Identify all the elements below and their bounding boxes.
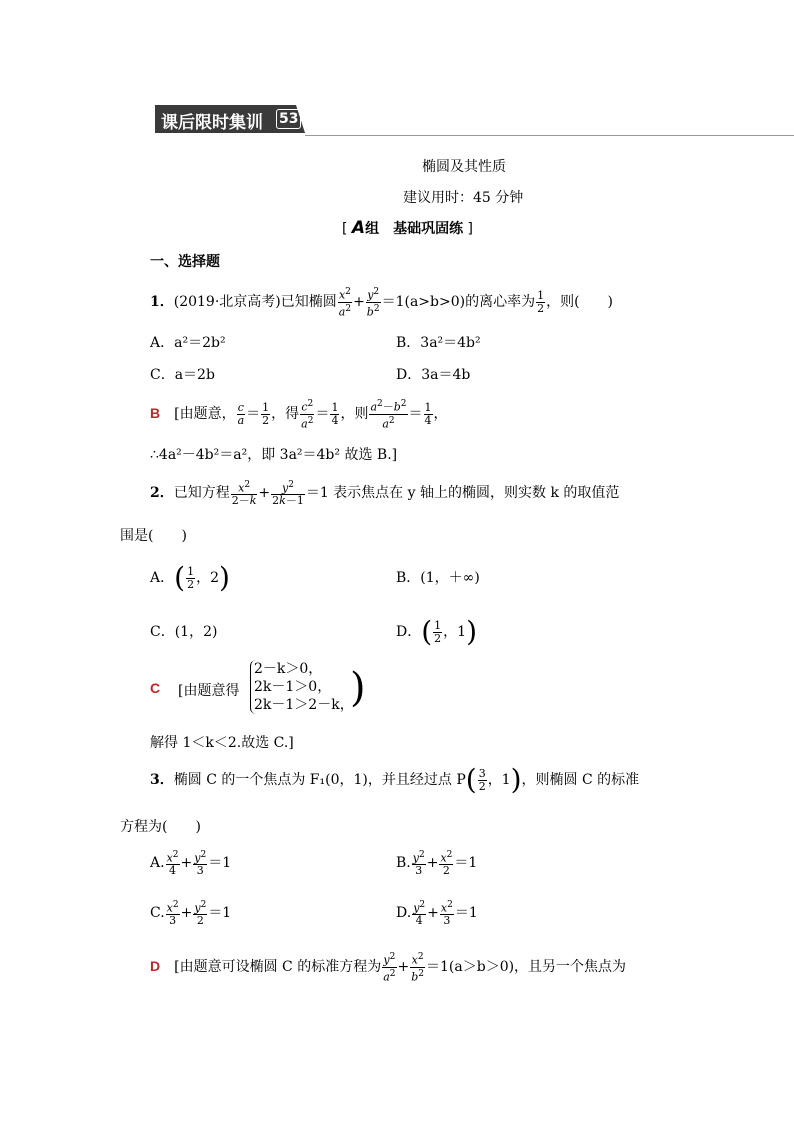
q3-sol-a: [由题意可设椭圆 C 的标准方程为 [174, 959, 382, 975]
fraction: $\frac{3}{2}$ [478, 766, 486, 793]
q2-opt-d-tail: 1 [457, 624, 467, 640]
q3-solution: D [由题意可设椭圆 C 的标准方程为 $\frac{y^2}{a^2}$ + $\frac{x^2}{b^2}$ ＝1(a＞b＞0)，且另一个焦点为 [150, 951, 627, 984]
q2-opt-d-label: D． [396, 624, 422, 640]
time-note: 建议用时：45 分钟 [403, 190, 524, 206]
fraction: $\frac{y^2}{4}$ [413, 899, 426, 928]
fraction: $\frac{x^2}{3}$ [440, 899, 453, 928]
q2-stem-a: 已知方程 [173, 485, 230, 501]
fraction: $\frac{1}{2}$ [262, 400, 270, 427]
q2-option-b: B．(1，＋∞) [396, 570, 480, 586]
fraction: $\frac{x^2}{a^2}$ [338, 286, 352, 319]
q3-option-a: A. $\frac{x^2}{4}$ + $\frac{y^2}{3}$ ＝1 [150, 849, 232, 878]
q3-option-d: D. $\frac{y^2}{4}$ + $\frac{x^2}{3}$ ＝1 [396, 899, 478, 928]
q3-sol-b: ＝1(a＞b＞0)，且另一个焦点为 [426, 959, 627, 975]
banner-title: 课后限时集训 [161, 113, 263, 133]
q3-stem-b: ，1 [487, 772, 511, 788]
equation-system [250, 660, 354, 714]
fraction: $\frac{y^2}{3}$ [194, 849, 207, 878]
q3-stem-c: ，则椭圆 C 的标准 [521, 772, 640, 788]
fraction: $\frac{c}{a}$ [237, 400, 245, 427]
q3-number: 3． [150, 772, 174, 788]
banner-rule [305, 135, 794, 136]
fraction: $\frac{c^2}{a^2}$ [301, 398, 314, 431]
system-line: 2－k＞0， [254, 661, 323, 677]
q1-source: (2019·北京高考)已知椭圆 [173, 294, 337, 310]
q1-option-d: D．3a＝4b [396, 367, 471, 383]
banner-number: 53 [276, 109, 301, 129]
q1-number: 1． [150, 294, 174, 310]
q1-sol-c: ，则 [340, 406, 369, 422]
fraction: $\frac{1}{2}$ [434, 618, 442, 645]
q2-option-a: A．( $\frac{1}{2}$ ，2) [150, 561, 230, 594]
question-3-stem: 3．椭圆 C 的一个焦点为 F₁(0，1)，并且经过点 P( $\frac{3}{2}$ ，1)，则椭圆 C 的标准 [150, 763, 640, 796]
q3-stem-line2: 方程为( ) [120, 819, 201, 835]
q1-solution-line2: ∴4a²－4b²＝a²，即 3a²＝4b² 故选 B.] [150, 447, 398, 463]
system-line: 2k－1＞2－k， [254, 697, 354, 713]
fraction: $\frac{y^2}{a^2}$ [383, 951, 396, 984]
section-heading: 一、选择题 [150, 254, 220, 270]
q1-eq-rhs: ＝1(a>b>0)的离心率为 [381, 294, 536, 310]
q2-answer: C [150, 680, 161, 696]
q2-solution-line2: 解得 1＜k＜2.故选 C.] [150, 735, 294, 751]
q2-option-c: C．(1，2) [150, 624, 218, 640]
fraction: $\frac{1}{2}$ [537, 288, 545, 315]
fraction: $\frac{x^2}{2}$ [440, 849, 453, 878]
q1-solution: B [由题意， $\frac{c}{a}$ ＝ $\frac{1}{2}$ ，得 $\frac{c^2}{a^2}$ ＝ $\frac{1}{4}$ ，则 $\frac{a^2-b^2}{a^2}$ ＝ $\frac{1}{4}$ ， [150, 398, 448, 431]
fraction: $\frac{x^2}{4}$ [166, 849, 179, 878]
group-text: 组 基础巩固练 [365, 221, 464, 237]
q2-stem-b: ＝1 表示焦点在 y 轴上的椭圆，则实数 k 的取值范 [305, 485, 620, 501]
q1-tail: ，则( ) [546, 294, 614, 310]
q3-option-b: B. $\frac{y^2}{3}$ + $\frac{x^2}{2}$ ＝1 [396, 849, 478, 878]
group-letter: A [351, 218, 366, 238]
q2-opt-a-label: A． [150, 570, 175, 586]
q2-number: 2． [150, 485, 174, 501]
q1-option-c: C．a＝2b [150, 367, 215, 383]
question-2-stem: 2．已知方程 $\frac{x^2}{2-k}$ + $\frac{y^2}{2k-1}$ ＝1 表示焦点在 y 轴上的椭圆，则实数 k 的取值范 [150, 479, 620, 508]
fraction: $\frac{y^2}{2k-1}$ [272, 479, 304, 508]
fraction: $\frac{x^2}{2-k}$ [231, 479, 257, 508]
question-1-stem: 1．(2019·北京高考)已知椭圆 $\frac{x^2}{a^2}$ + $\frac{y^2}{b^2}$ ＝1(a>b>0)的离心率为 $\frac{1}{2}$ ，则( ) [150, 286, 614, 319]
system-line: 2k－1＞0， [254, 679, 332, 695]
fraction: $\frac{y^2}{2}$ [194, 899, 207, 928]
q2-stem-line2: 围是( ) [120, 528, 187, 544]
q2-option-d: D．( $\frac{1}{2}$ ，1) [396, 615, 478, 648]
fraction: $\frac{y^2}{b^2}$ [366, 286, 380, 319]
group-label: [ A组 基础巩固练 ] [342, 218, 474, 238]
q3-answer: D [150, 958, 161, 974]
q1-answer: B [150, 405, 161, 421]
fraction: $\frac{a^2-b^2}{a^2}$ [370, 398, 407, 431]
fraction: $\frac{1}{2}$ [187, 564, 195, 591]
q1-sol-a: [由题意， [174, 406, 236, 422]
fraction: $\frac{1}{4}$ [331, 400, 339, 427]
q3-option-c: C. $\frac{x^2}{3}$ + $\frac{y^2}{2}$ ＝1 [150, 899, 232, 928]
q2-opt-a-tail: 2 [210, 570, 219, 586]
q1-sol-b: ，得 [271, 406, 300, 422]
q1-option-b: B．3a²＝4b² [396, 335, 481, 351]
fraction: $\frac{x^2}{b^2}$ [411, 951, 425, 984]
fraction: $\frac{x^2}{3}$ [166, 899, 179, 928]
q3-stem-a: 椭圆 C 的一个焦点为 F₁(0，1)，并且经过点 P [173, 772, 466, 788]
q2-sol-a: [由题意得 [178, 683, 240, 699]
page-title: 椭圆及其性质 [422, 159, 506, 175]
banner [155, 105, 710, 138]
q1-option-a: A．a²＝2b² [150, 335, 226, 351]
fraction: $\frac{1}{4}$ [424, 400, 432, 427]
fraction: $\frac{y^2}{3}$ [412, 849, 425, 878]
